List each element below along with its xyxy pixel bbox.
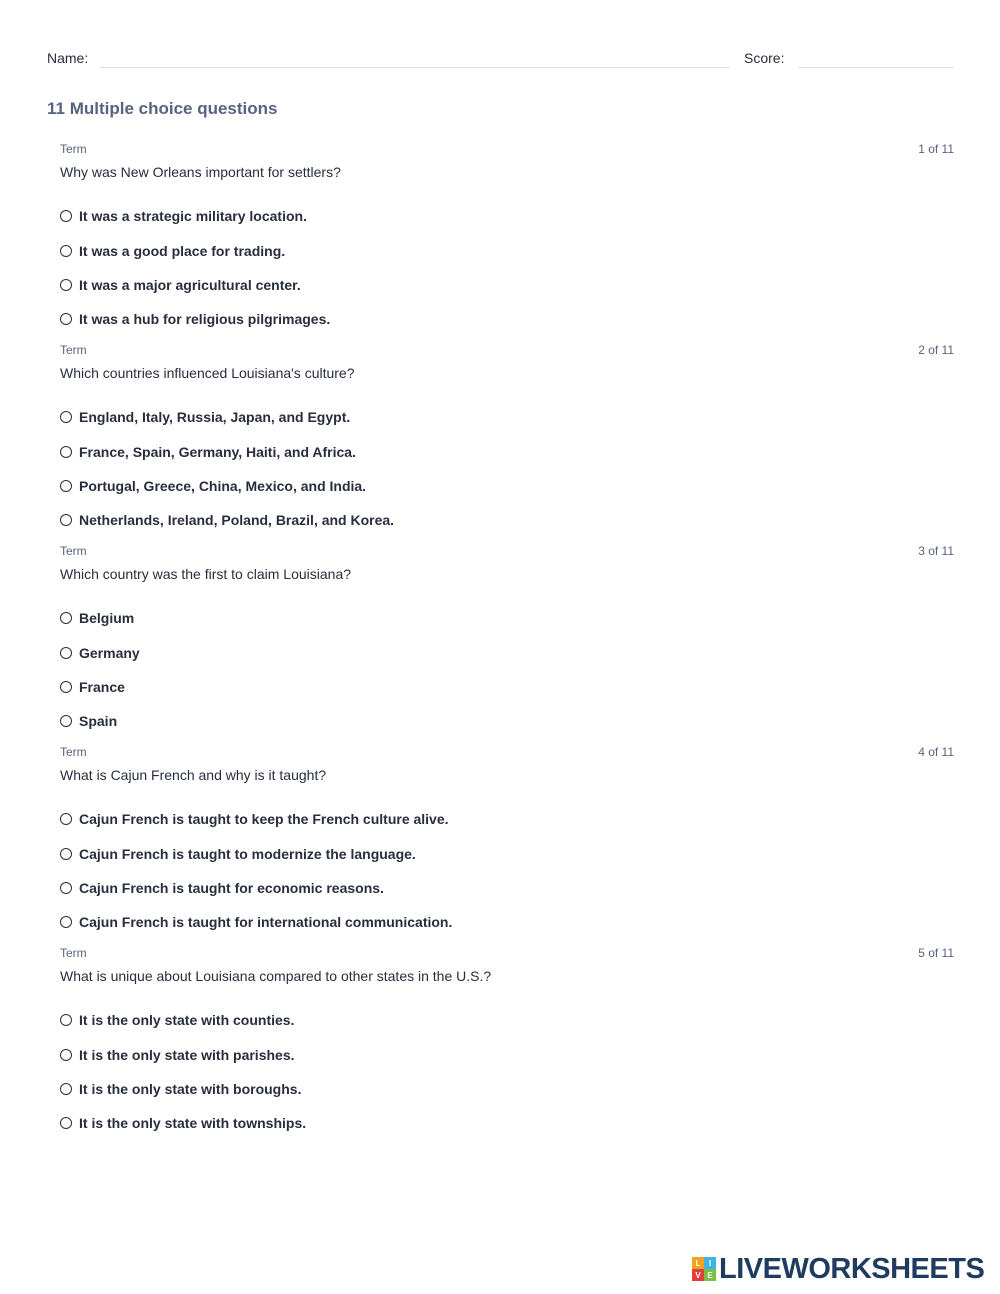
answer-option[interactable]	[60, 836, 452, 870]
radio-button-icon[interactable]	[60, 210, 72, 222]
option-text: Belgium	[79, 610, 135, 627]
answer-option[interactable]	[60, 871, 452, 905]
option-text: It was a major agricultural center.	[79, 276, 301, 293]
logo-mark-tile: V	[692, 1269, 704, 1281]
answer-option[interactable]	[60, 704, 140, 738]
radio-button-icon[interactable]	[60, 1014, 72, 1026]
answer-option[interactable]	[60, 1003, 306, 1037]
radio-button-icon[interactable]	[60, 1117, 72, 1129]
answer-option[interactable]	[60, 400, 394, 434]
answer-option[interactable]	[60, 601, 140, 635]
option-text: It is the only state with boroughs.	[79, 1080, 302, 1097]
answer-options	[60, 199, 330, 337]
radio-button-icon[interactable]	[60, 313, 72, 325]
radio-button-icon[interactable]	[60, 514, 72, 526]
logo-mark-tile: E	[704, 1269, 716, 1281]
answer-option[interactable]	[60, 670, 140, 704]
liveworksheets-logo	[692, 1254, 984, 1284]
answer-option[interactable]	[60, 199, 330, 233]
answer-option[interactable]	[60, 1072, 306, 1106]
name-label: Name:	[47, 50, 89, 66]
term-label: Term	[60, 946, 87, 960]
term-label: Term	[60, 142, 87, 156]
logo-mark-tile: L	[692, 1257, 704, 1269]
answer-option[interactable]	[60, 1106, 306, 1140]
answer-options	[60, 601, 140, 739]
option-text: France, Spain, Germany, Haiti, and Africa.	[79, 443, 356, 460]
answer-option[interactable]	[60, 302, 330, 336]
option-text: It is the only state with counties.	[79, 1012, 295, 1029]
option-text: Spain	[79, 713, 118, 730]
option-text: Cajun French is taught to modernize the language.	[79, 845, 416, 862]
answer-option[interactable]	[60, 268, 330, 302]
question-counter: 1 of 11	[918, 142, 954, 156]
section-title: 11 Multiple choice questions	[47, 99, 278, 118]
radio-button-icon[interactable]	[60, 1083, 72, 1095]
term-label: Term	[60, 544, 87, 558]
answer-options	[60, 802, 452, 940]
radio-button-icon[interactable]	[60, 916, 72, 928]
answer-option[interactable]	[60, 905, 452, 939]
radio-button-icon[interactable]	[60, 681, 72, 693]
option-text: Cajun French is taught for economic reasons.	[79, 879, 384, 896]
option-text: Netherlands, Ireland, Poland, Brazil, and Korea.	[79, 512, 395, 529]
option-text: It was a hub for religious pilgrimages.	[79, 311, 331, 328]
option-text: England, Italy, Russia, Japan, and Egypt.	[79, 409, 351, 426]
answer-option[interactable]	[60, 635, 140, 669]
logo-mark-tile: I	[704, 1257, 716, 1269]
radio-button-icon[interactable]	[60, 647, 72, 659]
option-text: Cajun French is taught for international communication.	[79, 914, 453, 931]
radio-button-icon[interactable]	[60, 411, 72, 423]
radio-button-icon[interactable]	[60, 612, 72, 624]
radio-button-icon[interactable]	[60, 848, 72, 860]
question-block	[60, 745, 954, 946]
answer-option[interactable]	[60, 503, 394, 537]
question-prompt: Which countries influenced Louisiana's culture?	[60, 365, 355, 381]
option-text: Cajun French is taught to keep the French culture alive.	[79, 811, 449, 828]
question-counter: 4 of 11	[918, 745, 954, 759]
question-counter: 5 of 11	[918, 946, 954, 960]
score-label: Score:	[744, 50, 785, 66]
question-prompt: Why was New Orleans important for settlers?	[60, 164, 341, 180]
question-prompt: Which country was the first to claim Louisiana?	[60, 566, 352, 582]
term-label: Term	[60, 343, 87, 357]
radio-button-icon[interactable]	[60, 446, 72, 458]
radio-button-icon[interactable]	[60, 1049, 72, 1061]
logo-mark-icon	[692, 1257, 716, 1281]
option-text: It was a strategic military location.	[79, 208, 307, 225]
question-prompt: What is unique about Louisiana compared to other states in the U.S.?	[60, 968, 492, 984]
option-text: Portugal, Greece, China, Mexico, and India.	[79, 477, 367, 494]
question-counter: 3 of 11	[918, 544, 954, 558]
option-text: Germany	[79, 644, 140, 661]
question-block	[60, 142, 954, 343]
question-prompt: What is Cajun French and why is it taught?	[60, 767, 327, 783]
radio-button-icon[interactable]	[60, 882, 72, 894]
answer-option[interactable]	[60, 434, 394, 468]
header-row	[47, 50, 954, 70]
option-text: It is the only state with townships.	[79, 1115, 307, 1132]
term-label: Term	[60, 745, 87, 759]
logo-text: LIVEWORKSHEETS	[719, 1252, 985, 1285]
option-text: It was a good place for trading.	[79, 242, 286, 259]
question-block	[60, 343, 954, 544]
radio-button-icon[interactable]	[60, 813, 72, 825]
answer-option[interactable]	[60, 469, 394, 503]
answer-options	[60, 400, 394, 538]
radio-button-icon[interactable]	[60, 715, 72, 727]
name-field[interactable]	[100, 67, 730, 68]
option-text: France	[79, 678, 125, 695]
radio-button-icon[interactable]	[60, 279, 72, 291]
answer-option[interactable]	[60, 1037, 306, 1071]
question-list	[60, 142, 954, 1147]
answer-option[interactable]	[60, 233, 330, 267]
answer-options	[60, 1003, 306, 1141]
question-block	[60, 544, 954, 745]
answer-option[interactable]	[60, 802, 452, 836]
question-block	[60, 946, 954, 1147]
radio-button-icon[interactable]	[60, 245, 72, 257]
radio-button-icon[interactable]	[60, 480, 72, 492]
option-text: It is the only state with parishes.	[79, 1046, 295, 1063]
score-field[interactable]	[798, 67, 954, 68]
question-counter: 2 of 11	[918, 343, 954, 357]
